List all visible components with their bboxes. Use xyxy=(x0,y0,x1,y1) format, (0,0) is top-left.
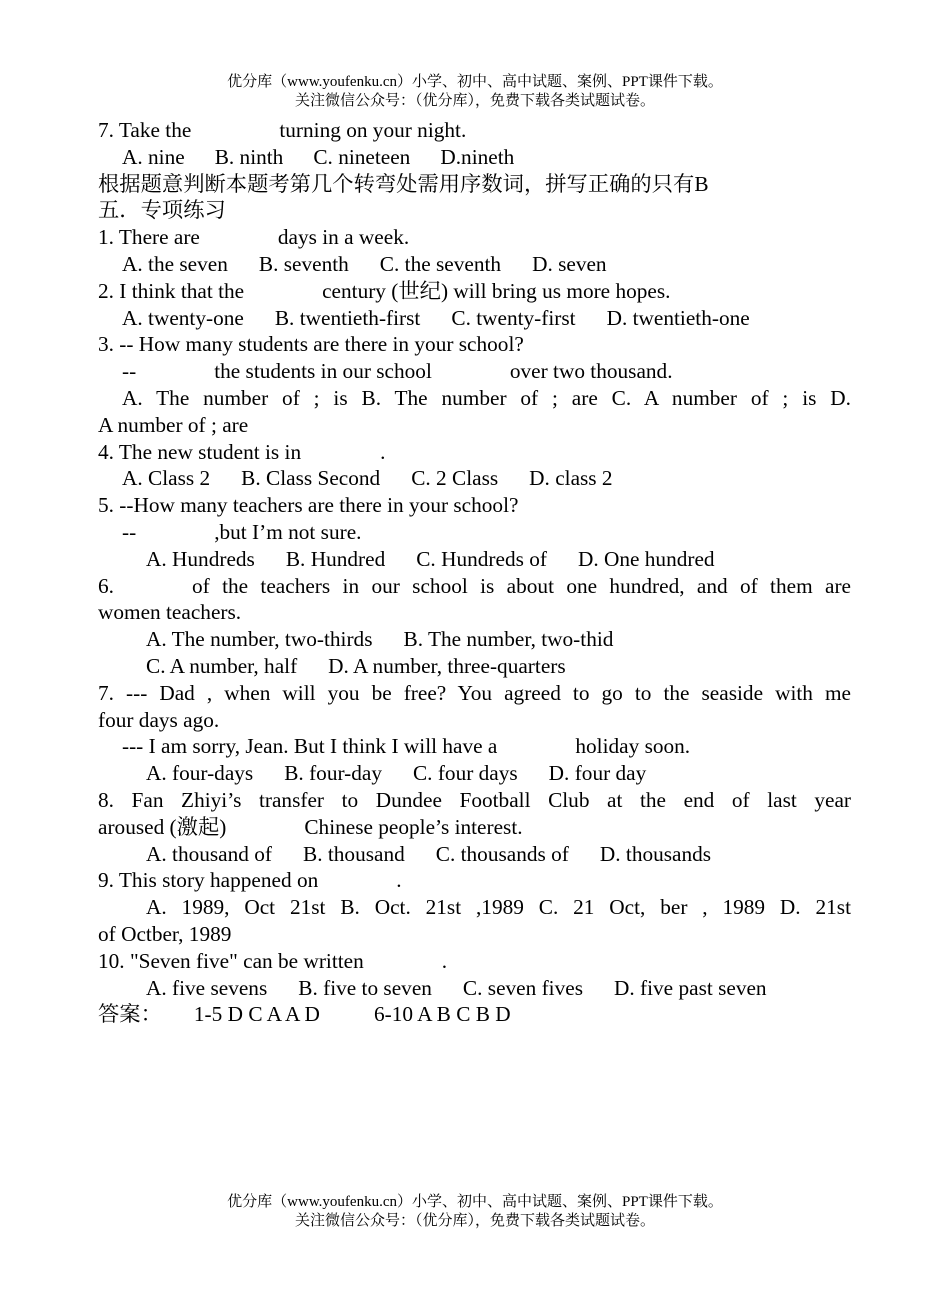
question-2-options xyxy=(98,305,851,332)
question-stem: 9. This story happened on xyxy=(98,868,319,893)
option-a: A. The number of ; is xyxy=(122,385,348,410)
question-2 xyxy=(98,278,851,305)
intro-question-7-options xyxy=(98,144,851,171)
option-a: A. nine xyxy=(122,144,185,169)
option-c: C. Hundreds of xyxy=(416,546,547,571)
question-6-cont: women teachers. xyxy=(98,600,242,625)
page-header xyxy=(0,73,950,111)
option-d: D.nineth xyxy=(440,144,515,169)
question-stem-end: days in a week. xyxy=(277,225,410,250)
question-5: 5. --How many teachers are there in your school? xyxy=(98,493,519,518)
answers-6-10: 6-10 A B C B D xyxy=(373,1002,511,1027)
option-d: D. four day xyxy=(548,761,647,786)
option-b: B. four-day xyxy=(284,761,382,786)
reply-dash: -- xyxy=(122,519,137,544)
question-stem-end: ,but I’m not sure. xyxy=(214,519,362,544)
option-c: C. 21 Oct, ber , 1989 xyxy=(538,895,766,920)
question-10 xyxy=(98,948,851,975)
question-6-options-row-1 xyxy=(98,626,851,653)
question-8: 8. Fan Zhiyi’s transfer to Dundee Football Club at the end of last year xyxy=(98,787,851,812)
option-c: C. four days xyxy=(412,761,518,786)
exercise-content xyxy=(98,117,851,1028)
option-d: D. thousands xyxy=(599,841,712,866)
question-stem: --- I am sorry, Jean. But I think I will have a xyxy=(122,734,498,759)
option-c: C. 2 Class xyxy=(411,466,499,491)
answers-1-5: 1-5 D C A A D xyxy=(193,1002,320,1027)
question-stem-end: over two thousand. xyxy=(509,359,673,384)
reply-dash: -- xyxy=(122,359,137,384)
question-3-option-d-text: A number of ; are xyxy=(98,412,249,437)
question-stem-end: . xyxy=(441,948,448,973)
question-stem-end: . xyxy=(396,868,402,893)
option-d: D. class 2 xyxy=(529,466,613,491)
question-stem: 1. There are xyxy=(98,225,200,250)
question-8-options xyxy=(98,841,851,868)
question-7: 7. --- Dad , when will you be free? You agreed to go to the seaside with me xyxy=(98,680,851,705)
question-3: 3. -- How many students are there in your school? xyxy=(98,332,524,357)
header-line-1: 优分库（www.youfenku.cn）小学、初中、高中试题、案例、PPT课件下载。 xyxy=(227,74,723,90)
question-stem: of the teachers in our school is about one hundred, and of them are xyxy=(191,573,851,598)
page-footer xyxy=(0,1193,950,1231)
option-a: A. Class 2 xyxy=(122,466,211,491)
question-number: 6. xyxy=(98,573,114,598)
option-b: B. thousand xyxy=(303,841,405,866)
option-a: A. Hundreds xyxy=(146,546,255,571)
option-b: B. The number of ; are xyxy=(361,385,598,410)
question-5-reply xyxy=(98,519,851,546)
answer-label: 答案： xyxy=(98,1002,162,1027)
question-7-options xyxy=(98,760,851,787)
question-stem: 4. The new student is in xyxy=(98,439,302,464)
question-6 xyxy=(98,573,851,600)
option-a: A. 1989, Oct 21st xyxy=(146,895,326,920)
option-b: B. Class Second xyxy=(241,466,381,491)
question-5-options xyxy=(98,546,851,573)
question-stem: 7. Take the xyxy=(98,118,192,142)
question-stem-end: Chinese people’s interest. xyxy=(304,814,523,839)
option-a: A. twenty-one xyxy=(122,305,244,330)
option-d: D. A number, three-quarters xyxy=(328,653,566,678)
question-stem: 10. "Seven five" can be written xyxy=(98,948,364,973)
option-a: A. The number, two-thirds xyxy=(146,627,373,652)
option-c: C. twenty-first xyxy=(451,305,576,330)
option-d: D. twentieth-one xyxy=(606,305,750,330)
footer-line-2: 关注微信公众号：（优分库），免费下载各类试题试卷。 xyxy=(294,1213,655,1229)
question-3-options xyxy=(98,385,851,412)
option-c: C. the seventh xyxy=(379,251,502,276)
question-9-option-d-text: of Octber, 1989 xyxy=(98,921,232,946)
answer-key xyxy=(98,1001,851,1028)
option-d: D. xyxy=(830,385,851,410)
footer-line-1: 优分库（www.youfenku.cn）小学、初中、高中试题、案例、PPT课件下载。 xyxy=(227,1194,723,1210)
question-7-cont: four days ago. xyxy=(98,707,220,732)
option-a: A. five sevens xyxy=(146,975,268,1000)
section-title: 五．专项练习 xyxy=(98,198,226,223)
option-a: A. thousand of xyxy=(146,841,272,866)
question-stem: aroused (激起) xyxy=(98,814,227,839)
option-c: C. seven fives xyxy=(462,975,583,1000)
option-b: B. five to seven xyxy=(298,975,432,1000)
question-10-options xyxy=(98,975,851,1002)
question-1 xyxy=(98,224,851,251)
question-9 xyxy=(98,867,851,894)
question-4 xyxy=(98,439,851,466)
question-stem-end: holiday soon. xyxy=(575,734,691,759)
question-stem: the students in our school xyxy=(214,359,432,384)
header-line-2: 关注微信公众号：（优分库），免费下载各类试题试卷。 xyxy=(294,93,655,109)
option-b: B. seventh xyxy=(258,251,349,276)
option-b: B. Oct. 21st ,1989 xyxy=(340,895,524,920)
question-3-reply xyxy=(98,358,851,385)
question-8-cont xyxy=(98,814,851,841)
option-a: A. the seven xyxy=(122,251,228,276)
intro-question-7 xyxy=(98,117,851,144)
question-4-options xyxy=(98,465,851,492)
question-stem-end: turning on your night. xyxy=(279,118,467,142)
option-d: D. five past seven xyxy=(614,975,767,1000)
question-1-options xyxy=(98,251,851,278)
option-d: D. One hundred xyxy=(577,546,715,571)
option-d: D. seven xyxy=(532,251,607,276)
option-a: A. four-days xyxy=(146,761,254,786)
option-d: D. 21st xyxy=(779,895,851,920)
option-b: B. The number, two-thid xyxy=(403,627,614,652)
option-b: B. twentieth-first xyxy=(274,305,421,330)
explanation-text: 根据题意判断本题考第几个转弯处需用序数词，拼写正确的只有B xyxy=(98,171,709,196)
option-b: B. ninth xyxy=(214,144,284,169)
option-c: C. A number, half xyxy=(146,653,298,678)
question-7-reply xyxy=(98,733,851,760)
question-stem-end: century (世纪) will bring us more hopes. xyxy=(322,278,671,303)
question-6-options-row-2 xyxy=(98,653,851,680)
option-c: C. thousands of xyxy=(435,841,569,866)
option-c: C. nineteen xyxy=(313,144,411,169)
option-b: B. Hundred xyxy=(285,546,386,571)
option-c: C. A number of ; is xyxy=(611,385,817,410)
question-stem-end: . xyxy=(380,439,386,464)
question-stem: 2. I think that the xyxy=(98,278,245,303)
question-9-options xyxy=(98,894,851,921)
